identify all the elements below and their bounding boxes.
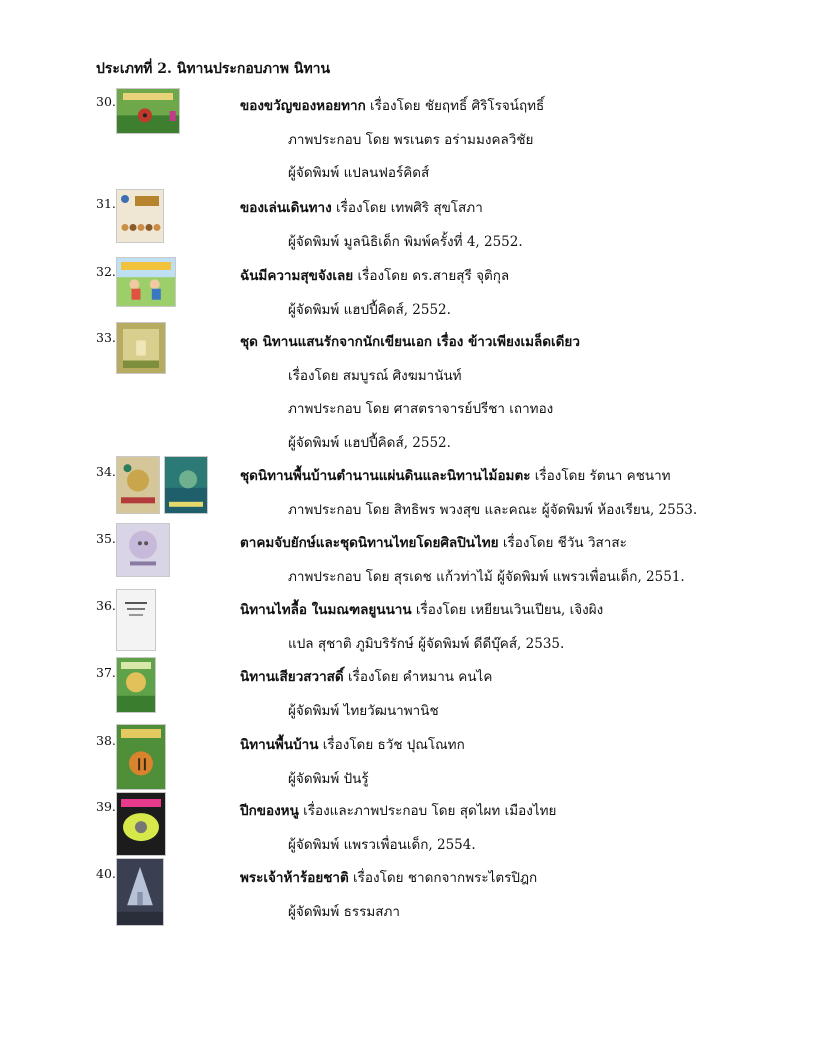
book-credit: เรื่องโดย ดร.สายสุรี จุติกุล	[353, 268, 510, 284]
entry-main-line	[240, 264, 509, 286]
book-credit: เรื่องโดย ชีวัน วิสาสะ	[498, 535, 627, 551]
entry-detail-line: ภาพประกอบ โดย พรเนตร อร่ามมงคลวิชัย	[288, 131, 534, 148]
entry-detail-line: ผู้จัดพิมพ์ ไทยวัฒนาพานิช	[288, 702, 439, 719]
temple-cover-icon	[116, 858, 164, 926]
entry-detail-line: แปล สุชาติ ภูมิบริรักษ์ ผู้จัดพิมพ์ ดีดีบุ๊คส์, 2535.	[288, 635, 565, 652]
entry-number: 40.	[96, 866, 116, 881]
ladybug-cover-icon	[116, 88, 180, 134]
entry-number: 35.	[96, 531, 116, 546]
entry-detail-line: ผู้จัดพิมพ์ มูลนิธิเด็ก พิมพ์ครั้งที่ 4, 2552.	[288, 233, 523, 250]
entry-main-line	[240, 799, 556, 821]
children-cover-icon	[116, 257, 176, 307]
entry-detail-line: ภาพประกอบ โดย สิทธิพร พวงสุข และคณะ ผู้จัดพิมพ์ ห้องเรียน, 2553.	[288, 501, 698, 518]
entry-number: 31.	[96, 196, 116, 211]
book-title: ตาคมจับยักษ์และชุดนิทานไทยโดยศิลปินไทย	[240, 535, 499, 551]
ocean-cover-icon	[164, 456, 208, 514]
book-credit: เรื่องโดย ชัยฤทธิ์ ศิริโรจน์ฤทธิ์	[365, 98, 545, 114]
entry-main-line	[240, 598, 603, 620]
giant-cover-icon	[116, 523, 170, 577]
book-credit: เรื่องโดย รัตนา คชนาท	[530, 468, 671, 484]
entry-detail-line: ภาพประกอบ โดย ศาสตราจารย์ปรีชา เถาทอง	[288, 401, 554, 417]
entry-detail-line: ผู้จัดพิมพ์ แฮปปี้คิดส์, 2552.	[288, 434, 451, 451]
folktale-cover-icon	[116, 456, 160, 514]
entry-number: 33.	[96, 330, 116, 345]
book-credit: เรื่องโดย คำหมาน คนไค	[343, 669, 493, 685]
entry-detail-line: ผู้จัดพิมพ์ แฮปปี้คิดส์, 2552.	[288, 301, 451, 318]
entry-main-line	[240, 196, 483, 218]
entry-main-line	[240, 94, 544, 116]
mouse-wings-cover-icon	[116, 792, 166, 856]
entry-main-line	[240, 330, 580, 352]
book-credit: เรื่องและภาพประกอบ โดย สุดไผท เมืองไทย	[298, 803, 557, 819]
entry-number: 32.	[96, 264, 116, 279]
entry-main-line	[240, 665, 492, 687]
entry-detail-line: ภาพประกอบ โดย สุรเดช แก้วท่าไม้ ผู้จัดพิมพ์ แพรวเพื่อนเด็ก, 2551.	[288, 568, 685, 585]
entry-number: 34.	[96, 464, 116, 479]
entry-detail-line: ผู้จัดพิมพ์ แพรวเพื่อนเด็ก, 2554.	[288, 836, 476, 853]
entry-detail-line: ผู้จัดพิมพ์ ธรรมสภา	[288, 903, 400, 920]
entry-detail-line: ผู้จัดพิมพ์ ปันรู้	[288, 770, 369, 787]
book-title: ของขวัญของหอยทาก	[240, 98, 366, 114]
forest-cover-icon	[116, 657, 156, 713]
entry-main-line	[240, 866, 537, 888]
book-title: ชุดนิทานพื้นบ้านตำนานแผ่นดินและนิทานไม้อมตะ	[240, 468, 531, 484]
entry-detail-line: ผู้จัดพิมพ์ แปลนฟอร์คิดส์	[288, 165, 430, 181]
book-credit: เรื่องโดย ชาดกจากพระไตรปิฎก	[348, 870, 538, 886]
entry-number: 38.	[96, 733, 116, 748]
book-credit: เรื่องโดย เหยียนเวินเปียน, เจิงผิง	[411, 602, 604, 618]
book-title: ปีกของหนู	[240, 803, 299, 819]
entry-main-line	[240, 531, 627, 553]
book-title: ของเล่นเดินทาง	[240, 200, 332, 216]
book-title: นิทานพื้นบ้าน	[240, 737, 319, 753]
book-credit: เรื่องโดย ธวัช ปุณโณทก	[318, 737, 465, 753]
toys-cover-icon	[116, 189, 164, 243]
book-title: พระเจ้าห้าร้อยชาติ	[240, 870, 349, 886]
book-credit: เรื่องโดย เทพศิริ สุขโสภา	[331, 200, 483, 216]
page-heading: ประเภทที่ 2. นิทานประกอบภาพ นิทาน	[96, 61, 331, 77]
text-cover-icon	[116, 589, 156, 651]
entry-detail-line: เรื่องโดย สมบูรณ์ ศิงฆมานันท์	[288, 367, 462, 384]
book-title: ฉันมีความสุขจังเลย	[240, 268, 354, 284]
book-title: นิทานไทลื้อ ในมณฑลยูนนาน	[240, 602, 412, 618]
rice-field-cover-icon	[116, 322, 166, 374]
entry-number: 39.	[96, 799, 116, 814]
book-title: ชุด นิทานแสนรักจากนักเขียนเอก เรื่อง ข้าวเพียงเมล็ดเดียว	[240, 334, 580, 350]
entry-number: 30.	[96, 94, 116, 109]
tiger-cover-icon	[116, 724, 166, 790]
entry-number: 37.	[96, 665, 116, 680]
entry-main-line	[240, 733, 465, 755]
entry-number: 36.	[96, 598, 116, 613]
entry-main-line	[240, 464, 671, 486]
book-title: นิทานเสียวสวาสดิ์	[240, 669, 344, 685]
